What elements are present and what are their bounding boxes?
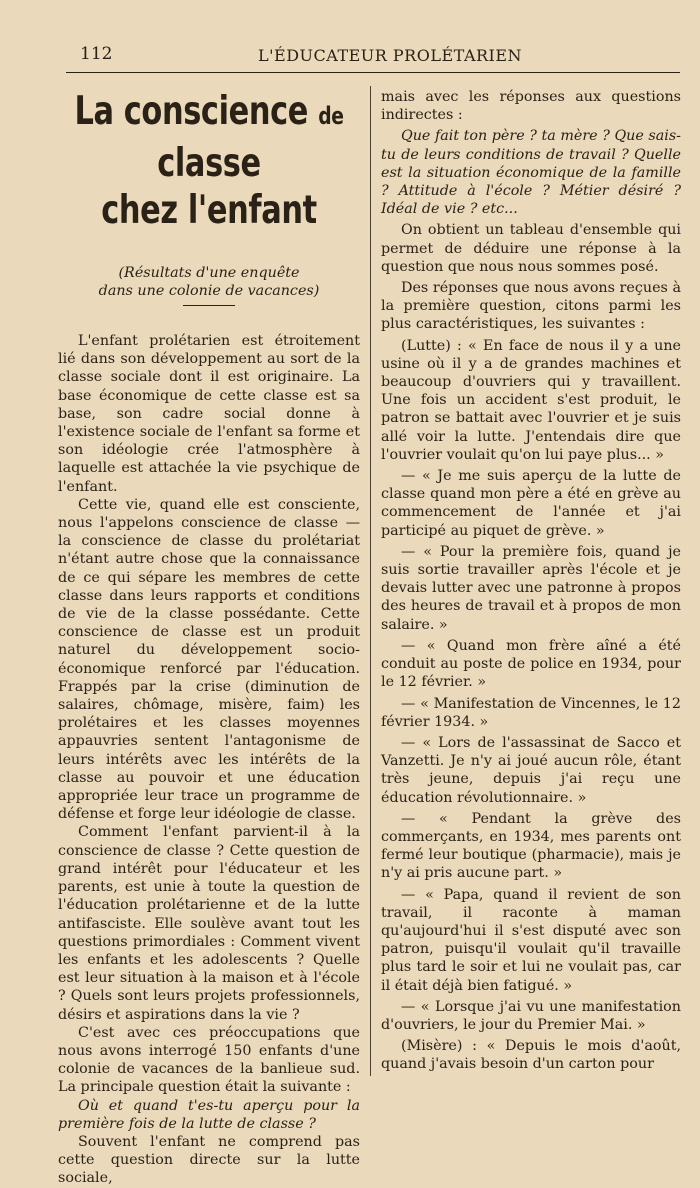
paragraph: L'enfant prolétarien est étroitement lié dans son développement au sort de la classe sociale dont il est originaire. La base économique de cette classe est sa base, son cadre social donne à l'existence sociale de l'enfant sa forme et son idéologie crée l'atmosphère à laquelle est attachée la vie psychique de l'enfant.	[58, 333, 360, 495]
answer-paragraph: — « Lorsque j'ai vu une manifestation d'ouvriers, le jour du Premier Mai. »	[381, 998, 681, 1033]
answer-paragraph: (Misère) : « Depuis le mois d'août, quand j'avais besoin d'un carton pour	[381, 1038, 681, 1073]
answer-paragraph: — « Papa, quand il revient de son travail, il raconte à maman qu'aujourd'hui il s'est disputé avec son patron, puisqu'il voulait qu'il travaille plus tard le soir et lui ne voulait pas, car il était déjà bien fatigué. »	[381, 886, 681, 994]
right-column	[381, 88, 681, 1077]
article-subtitle	[58, 264, 360, 300]
article-title	[60, 88, 358, 234]
running-title: L'ÉDUCATEUR PROLÉTARIEN	[258, 46, 523, 65]
paragraph: Souvent l'enfant ne comprend pas cette question directe sur la lutte sociale,	[58, 1133, 360, 1187]
subtitle-line-2: dans une colonie de vacances)	[98, 283, 320, 299]
answer-paragraph: — « Lors de l'assassinat de Sacco et Vanzetti. Je n'y ai joué aucun rôle, étant très jeune, depuis j'ai reçu une éducation révolutionnaire. »	[381, 734, 681, 806]
paragraph: Cette vie, quand elle est consciente, nous l'appelons conscience de classe — la conscience de classe du prolétariat n'étant autre chose que la connaissance de ce qui sépare les membres de cette classe dans leurs rapports et conditions de vie de la classe possédante. Cette conscience de classe est un produit naturel du développement socio-économique renforcé par l'éducation. Frappés par la crise (diminution de salaires, chômage, misère, faim) les prolétaires et les classes moyennes appauvries sentent l'antagonisme de leurs intérêts avec les intérêts de la classe au pouvoir et une éducation appropriée leur trace un programme de défense et forge leur idéologie de classe.	[58, 496, 360, 823]
paragraph: Comment l'enfant parvient-il à la conscience de classe ? Cette question de grand intérêt pour l'éducateur et les parents, est unie à toute la question de l'éducation prolétarienne et de la lutte antifasciste. Elle soulève avant tout les questions primordiales : Comment vivent les enfants et les adolescents ? Quelle est leur situation à la maison et à l'école ? Quels sont leurs projets professionnels, désirs et aspirations dans la vie ?	[58, 824, 360, 1023]
title-line-2: chez l'enfant	[101, 188, 317, 233]
title-de: de	[318, 102, 344, 130]
left-column	[58, 88, 360, 1188]
subtitle-rule	[183, 305, 235, 306]
answer-paragraph: (Lutte) : « En face de nous il y a une usine où il y a de grandes machines et beaucoup d'ouvriers qui y travaillent. Une fois un accident s'est produit, le patron se battait avec l'ouvrier et je suis allé voir la lutte. J'entendais dire que l'ouvrier voulait qu'on lui paye plus... »	[381, 337, 681, 463]
answer-paragraph: — « Pendant la grève des commerçants, en 1934, mes parents ont fermé leur boutique (pharmacie), mais je n'y ai pris aucune part. »	[381, 810, 681, 882]
paragraph: Des réponses que nous avons reçues à la première question, citons parmi les plus caractéristiques, les suivantes :	[381, 280, 681, 333]
answer-paragraph: — « Je me suis aperçu de la lutte de classe quand mon père a été en grève au commencement de l'année et j'ai participé au piquet de grève. »	[381, 468, 681, 539]
column-divider	[370, 86, 371, 1076]
answer-paragraph: — « Pour la première fois, quand je suis sortie travailler après l'école et je devais lutter avec une patronne à propos des heures de travail et à propos de mon salaire. »	[381, 543, 681, 633]
question-paragraph: Où et quand t'es-tu aperçu pour la première fois de la lutte de classe ?	[58, 1097, 360, 1132]
title-part-2: classe	[157, 141, 261, 186]
paragraph: mais avec les réponses aux questions indirectes :	[381, 89, 681, 124]
subtitle-line-1: (Résultats d'une enquête	[118, 265, 300, 281]
header-rule	[66, 72, 680, 73]
answer-paragraph: — « Quand mon frère aîné a été conduit au poste de police en 1934, pour le 12 février. »	[381, 637, 681, 691]
paragraph: On obtient un tableau d'ensemble qui permet de déduire une réponse à la question que nous nous sommes posé.	[381, 222, 681, 275]
title-part-1: La conscience	[74, 89, 319, 134]
answer-paragraph: — « Manifestation de Vincennes, le 12 février 1934. »	[381, 695, 681, 730]
page-number: 112	[80, 44, 113, 64]
paragraph: C'est avec ces préoccupations que nous avons interrogé 150 enfants d'une colonie de vacances de la banlieue sud. La principale question était la suivante :	[58, 1024, 360, 1096]
questions-list: Que fait ton père ? ta mère ? Que sais-tu de leurs conditions de travail ? Quelle est la situation économique de la famille ? Attitude à l'école ? Métier désiré ? Idéal de vie ? etc...	[381, 128, 681, 218]
